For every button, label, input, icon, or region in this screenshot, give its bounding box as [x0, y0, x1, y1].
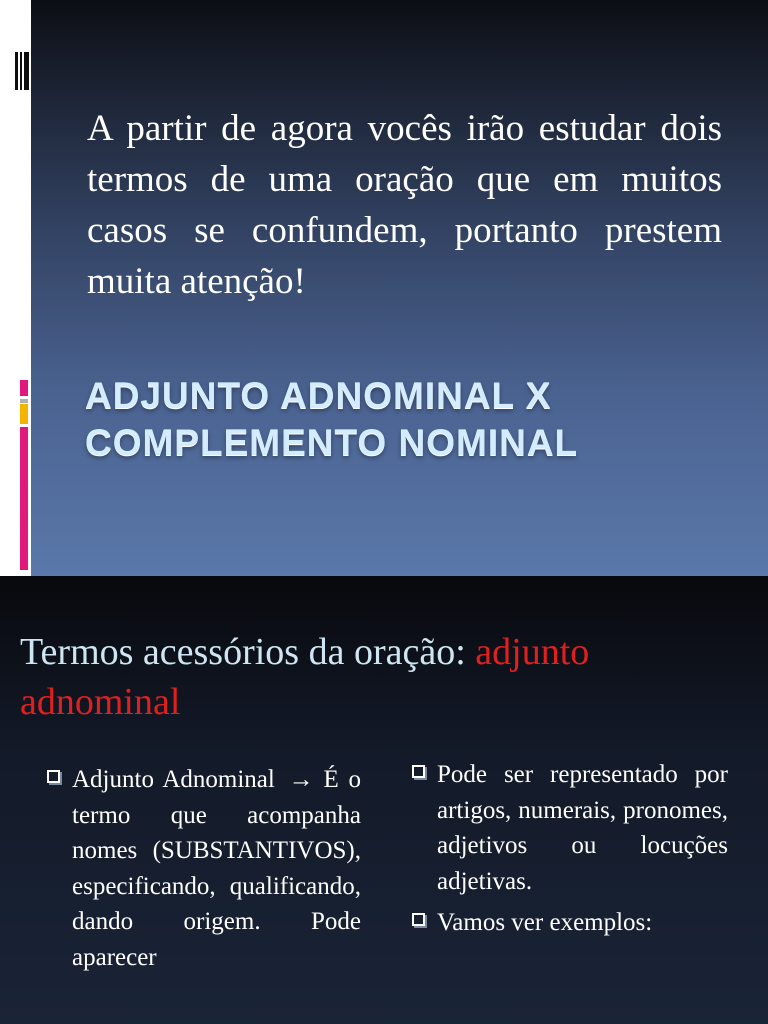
slide-1-heading	[85, 372, 745, 466]
bullet-text: Vamos ver exemplos:	[437, 909, 653, 936]
bullet-continuation: É o termo que acompanha nomes (SUBSTANTIVOS), especificando, qualificando, dando origem. Pode aparecer	[72, 766, 361, 971]
intro-paragraph: A partir de agora vocês irão estudar dois termos de uma oração que em muitos casos se confundem, portanto prestem muita atenção!	[87, 108, 722, 302]
bullet-item	[410, 757, 728, 899]
left-column	[45, 762, 361, 981]
side-color-bar-decoration	[20, 380, 28, 570]
title-accent-text: adjunto adnominal	[20, 631, 590, 723]
slide-2	[0, 576, 768, 1024]
top-stripes-decoration	[15, 52, 31, 90]
title-text: Termos acessórios da oração:	[20, 631, 476, 673]
checkbox-bullet-icon	[412, 765, 425, 778]
bullet-item	[45, 762, 361, 975]
bullet-item	[410, 905, 728, 941]
slide-2-title	[20, 627, 740, 727]
right-column	[410, 757, 728, 947]
right-arrow-icon: →	[288, 766, 314, 793]
bullet-text: Pode ser representado por artigos, numerais, pronomes, adjetivos ou locuções adjetivas.	[437, 761, 728, 895]
bullet-text: Adjunto Adnominal	[72, 766, 275, 793]
heading-line-2: COMPLEMENTO NOMINAL	[85, 422, 579, 463]
checkbox-bullet-icon	[47, 770, 60, 783]
heading-line-1: ADJUNTO ADNOMINAL X	[85, 375, 552, 416]
checkbox-bullet-icon	[412, 913, 425, 926]
